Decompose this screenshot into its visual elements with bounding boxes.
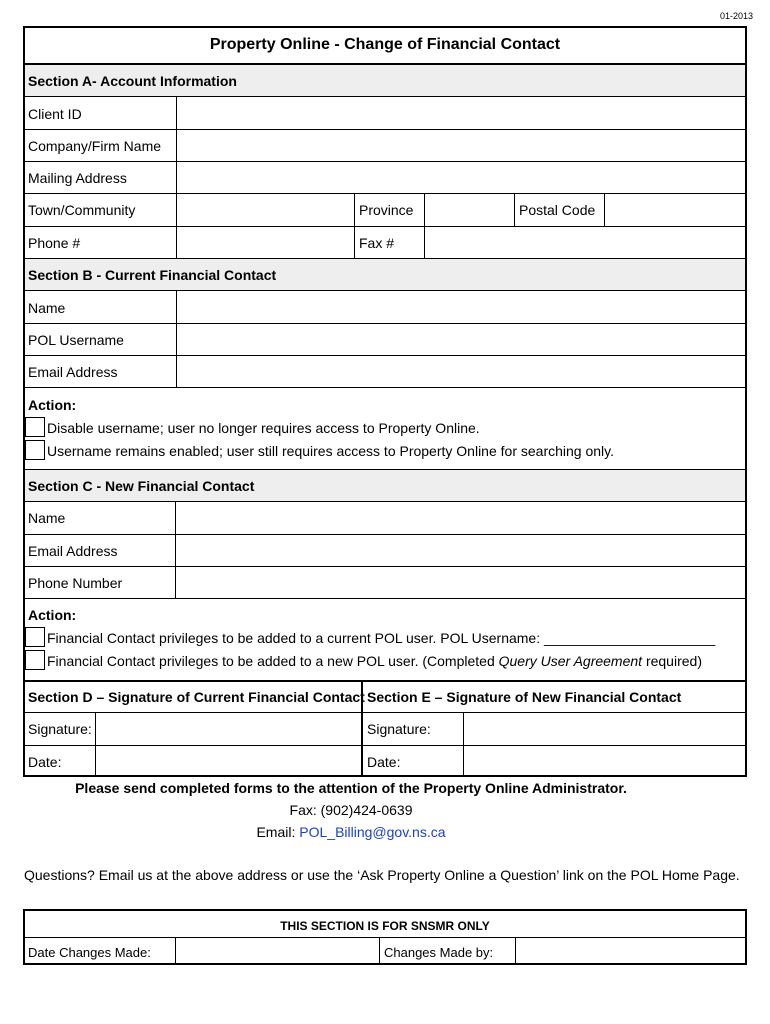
username-enabled-text: Username remains enabled; user still requires access to Property Online for searching only. xyxy=(47,443,614,459)
pol-username-field[interactable] xyxy=(178,324,746,354)
username-enabled-checkbox[interactable] xyxy=(25,440,45,460)
company-label: Company/Firm Name xyxy=(28,138,162,154)
pol-username-label: POL Username xyxy=(28,332,124,348)
phone-field[interactable] xyxy=(178,227,353,257)
query-user-agreement: Query User Agreement xyxy=(498,653,643,669)
phone-label: Phone # xyxy=(28,235,81,251)
date-changes-field[interactable] xyxy=(177,938,378,963)
new-name-field[interactable] xyxy=(177,502,746,533)
new-user-text xyxy=(47,653,702,669)
fax-label: Fax # xyxy=(359,235,395,251)
new-user-text-prefix: Financial Contact privileges to be added to a new POL user. (Completed xyxy=(47,653,499,669)
new-name-label: Name xyxy=(28,510,66,526)
email-link[interactable]: POL_Billing@gov.ns.ca xyxy=(299,824,446,840)
current-user-text: Financial Contact privileges to be added to a current POL user. POL Username: ______________________ xyxy=(47,630,716,646)
section-b-heading: Section B - Current Financial Contact xyxy=(28,267,277,283)
disable-username-checkbox[interactable] xyxy=(25,417,45,437)
new-date-field[interactable] xyxy=(465,746,746,776)
mailing-address-label: Mailing Address xyxy=(28,170,127,186)
section-b-action-label: Action: xyxy=(28,397,77,413)
section-a-heading: Section A- Account Information xyxy=(28,73,237,89)
questions-text: Questions? Email us at the above address or use the ‘Ask Property Online a Question’ link on the POL Home Page. xyxy=(24,867,740,883)
date-changes-label: Date Changes Made: xyxy=(28,945,151,960)
footer-email xyxy=(0,824,702,840)
postal-code-label: Postal Code xyxy=(519,202,596,218)
new-email-label: Email Address xyxy=(28,543,118,559)
footer-instruction: Please send completed forms to the attention of the Property Online Administrator. xyxy=(75,780,627,796)
current-name-label: Name xyxy=(28,300,66,316)
current-user-checkbox[interactable] xyxy=(25,627,45,647)
current-date-label: Date: xyxy=(28,754,62,770)
section-c-action-label: Action: xyxy=(28,607,77,623)
new-user-text-suffix: required) xyxy=(642,653,702,669)
footer-fax: Fax: (902)424-0639 xyxy=(289,802,413,818)
new-email-field[interactable] xyxy=(177,535,746,565)
current-signature-label: Signature: xyxy=(28,721,92,737)
form-code: 01-2013 xyxy=(720,11,754,21)
new-phone-field[interactable] xyxy=(177,567,746,597)
client-id-field[interactable] xyxy=(178,97,746,128)
mailing-address-field[interactable] xyxy=(178,162,746,192)
form-title: Property Online - Change of Financial Contact xyxy=(209,36,561,53)
section-c-heading: Section C - New Financial Contact xyxy=(28,478,255,494)
email-label: Email: xyxy=(256,824,300,840)
new-phone-label: Phone Number xyxy=(28,575,123,591)
disable-username-text: Disable username; user no longer requires access to Property Online. xyxy=(47,420,480,436)
fax-field[interactable] xyxy=(426,227,746,257)
new-date-label: Date: xyxy=(367,754,401,770)
section-e-heading: Section E – Signature of New Financial Contact xyxy=(367,689,682,705)
postal-code-field[interactable] xyxy=(606,194,746,225)
changes-by-field[interactable] xyxy=(517,938,745,963)
changes-by-label: Changes Made by: xyxy=(384,945,494,960)
current-date-field[interactable] xyxy=(97,746,360,776)
current-name-field[interactable] xyxy=(178,291,746,322)
office-use-heading: THIS SECTION IS FOR SNSMR ONLY xyxy=(280,919,490,933)
town-label: Town/Community xyxy=(28,202,136,218)
client-id-label: Client ID xyxy=(28,106,82,122)
new-user-checkbox[interactable] xyxy=(25,650,45,670)
province-field[interactable] xyxy=(426,194,513,225)
new-signature-label: Signature: xyxy=(367,721,431,737)
new-signature-field[interactable] xyxy=(465,713,746,744)
current-email-label: Email Address xyxy=(28,364,118,380)
company-field[interactable] xyxy=(178,130,746,160)
province-label: Province xyxy=(359,202,414,218)
town-field[interactable] xyxy=(178,194,353,225)
current-signature-field[interactable] xyxy=(97,713,360,744)
current-email-field[interactable] xyxy=(178,356,746,386)
section-d-heading: Section D – Signature of Current Financial Contact xyxy=(28,689,365,705)
